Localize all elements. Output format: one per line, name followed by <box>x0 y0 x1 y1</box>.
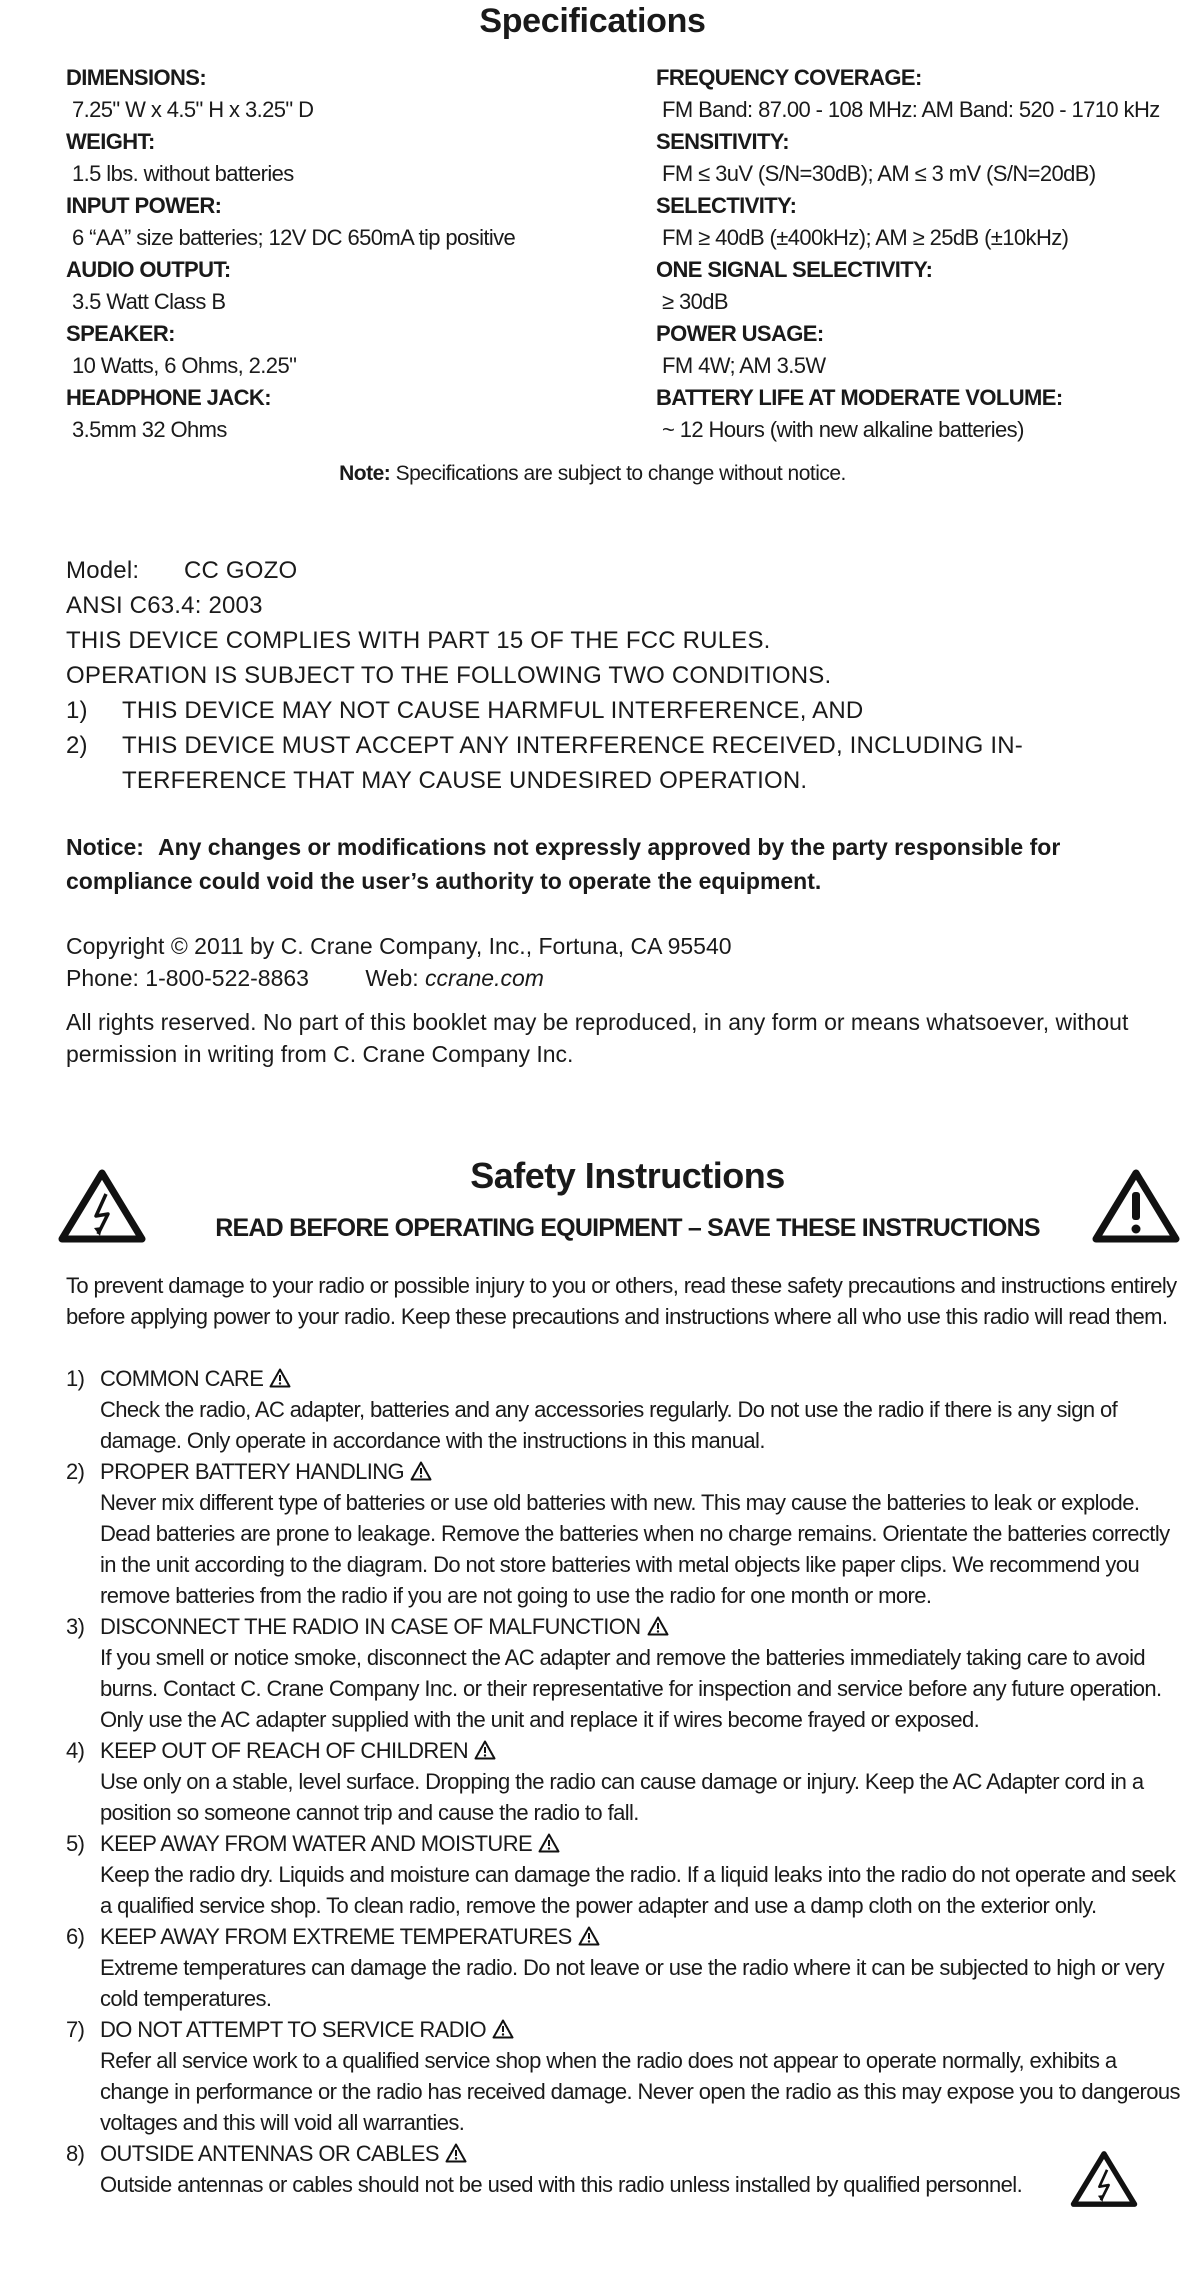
spec-value: 10 Watts, 6 Ohms, 2.25" <box>72 353 297 378</box>
instruction-item <box>66 1735 1182 1828</box>
spec-label: SELECTIVITY <box>656 193 790 218</box>
spec-value: ≥ 30dB <box>662 289 728 314</box>
web-label: Web: <box>365 965 419 991</box>
instruction-title: KEEP OUT OF REACH OF CHILDREN <box>100 1738 469 1763</box>
spec-item: AUDIO OUTPUT: 3.5 Watt Class B <box>66 254 626 318</box>
spec-item: WEIGHT: 1.5 lbs. without batteries <box>66 126 626 190</box>
instruction-number: 8) <box>66 2141 85 2166</box>
copyright-line: Copyright © 2011 by C. Crane Company, Inc., Fortuna, CA 95540 <box>66 933 732 959</box>
instruction-number: 7) <box>66 2017 85 2042</box>
instruction-title: OUTSIDE ANTENNAS OR CABLES <box>100 2141 439 2166</box>
notice-text: Any changes or modifications not expressly approved by the party responsible for compliance could void the user’s authority to operate the equipment. <box>66 834 1061 894</box>
spec-item: SPEAKER: 10 Watts, 6 Ohms, 2.25" <box>66 318 626 382</box>
notice-label: Notice: <box>66 834 144 860</box>
spec-item: SENSITIVITY: FM ≤ 3uV (S/N=30dB); AM ≤ 3 mV (S/N=20dB) <box>656 126 1181 190</box>
note-label: Note: <box>339 462 391 485</box>
instruction-body: Never mix different type of batteries or use old batteries with new. This may cause the batteries to leak or explode. Dead batteries are prone to leakage. Remove the batteries when no charge remains. Orientate the batteries correctly in the unit according to the diagram. Do not store batteries with metal objects like paper clips. We recommend you remove batteries from the radio if you are not going to use the radio for one month or more. <box>100 1490 1170 1608</box>
spec-label: DIMENSIONS <box>66 65 200 90</box>
instruction-body: If you smell or notice smoke, disconnect the AC adapter and remove the batteries immediately taking care to avoid burns. Contact C. Crane Company Inc. or their representative for inspection and service before any future operation. Only use the AC adapter supplied with the unit and replace it if wires become frayed or exposed. <box>100 1645 1162 1732</box>
warning-icon <box>474 1740 496 1760</box>
spec-value: FM 4W; AM 3.5W <box>662 353 826 378</box>
page-title: Specifications <box>479 2 706 40</box>
spec-value: FM ≤ 3uV (S/N=30dB); AM ≤ 3 mV (S/N=20dB) <box>662 161 1096 186</box>
safety-title: Safety Instructions <box>470 1155 785 1196</box>
safety-intro: To prevent damage to your radio or possible injury to you or others, read these safety precautions and instructions entirely before applying power to your radio. Keep these precautions and instructions where all who use this radio will read them. <box>66 1273 1177 1329</box>
instruction-title: PROPER BATTERY HANDLING <box>100 1459 405 1484</box>
instruction-item <box>66 1456 1182 1611</box>
warning-icon <box>538 1833 560 1853</box>
instruction-title: DISCONNECT THE RADIO IN CASE OF MALFUNCTION <box>100 1614 641 1639</box>
condition-number: 2) <box>66 732 88 759</box>
ansi-standard: ANSI C63.4: 2003 <box>66 592 263 619</box>
warning-icon <box>647 1616 669 1636</box>
spec-value: 1.5 lbs. without batteries <box>72 161 294 186</box>
spec-value: FM Band: 87.00 - 108 MHz: AM Band: 520 - 1710 kHz <box>662 97 1160 122</box>
instruction-title: KEEP AWAY FROM WATER AND MOISTURE <box>100 1831 533 1856</box>
fcc-line-1: THIS DEVICE COMPLIES WITH PART 15 OF THE FCC RULES. <box>66 627 771 654</box>
condition-text: THIS DEVICE MUST ACCEPT ANY INTERFERENCE RECEIVED, INCLUDING IN- <box>122 732 1023 759</box>
spec-item: FREQUENCY COVERAGE: FM Band: 87.00 - 108 MHz: AM Band: 520 - 1710 kHz <box>656 62 1181 126</box>
condition-text: THIS DEVICE MAY NOT CAUSE HARMFUL INTERFERENCE, AND <box>122 697 864 724</box>
instruction-number: 2) <box>66 1459 85 1484</box>
warning-icon <box>492 2019 514 2039</box>
model-label: Model: <box>66 557 140 584</box>
spec-label: FREQUENCY COVERAGE <box>656 65 915 90</box>
instruction-body: Extreme temperatures can damage the radio. Do not leave or use the radio where it can be subjected to high or very cold temperatures. <box>100 1955 1165 2011</box>
spec-label: SENSITIVITY <box>656 129 783 154</box>
instruction-number: 6) <box>66 1924 85 1949</box>
spec-label: INPUT POWER <box>66 193 215 218</box>
spec-label: POWER USAGE <box>656 321 817 346</box>
copyright-block <box>66 930 1176 994</box>
spec-item: ONE SIGNAL SELECTIVITY: ≥ 30dB <box>656 254 1181 318</box>
website-link[interactable]: ccrane.com <box>425 965 544 991</box>
spec-label: WEIGHT <box>66 129 148 154</box>
spec-label: SPEAKER <box>66 321 169 346</box>
spec-label: BATTERY LIFE AT MODERATE VOLUME <box>656 385 1056 410</box>
warning-icon <box>410 1461 432 1481</box>
model-value: CC GOZO <box>184 557 298 584</box>
instruction-item <box>66 1828 1182 1921</box>
spec-label: HEADPHONE JACK <box>66 385 265 410</box>
spec-label: AUDIO OUTPUT <box>66 257 224 282</box>
electric-hazard-icon <box>1070 2150 1138 2208</box>
spec-item: SELECTIVITY: FM ≥ 40dB (±400kHz); AM ≥ 25dB (±10kHz) <box>656 190 1181 254</box>
instruction-item <box>66 1363 1182 1456</box>
spec-item: POWER USAGE: FM 4W; AM 3.5W <box>656 318 1181 382</box>
instruction-body: Use only on a stable, level surface. Dropping the radio can cause damage or injury. Keep the AC Adapter cord in a position so someone cannot trip and cause the radio to fall. <box>100 1769 1144 1825</box>
condition-number: 1) <box>66 697 88 724</box>
condition-text-continued: TERFERENCE THAT MAY CAUSE UNDESIRED OPERATION. <box>122 767 808 794</box>
spec-value: 6 “AA” size batteries; 12V DC 650mA tip positive <box>72 225 516 250</box>
spec-value: 7.25" W x 4.5" H x 3.25" D <box>72 97 314 122</box>
rights-reserved: All rights reserved. No part of this booklet may be reproduced, in any form or means whatsoever, without permission in writing from C. Crane Company Inc. <box>66 1009 1129 1067</box>
fcc-statement <box>66 553 1176 798</box>
warning-icon <box>578 1926 600 1946</box>
fcc-line-2: OPERATION IS SUBJECT TO THE FOLLOWING TWO CONDITIONS. <box>66 662 832 689</box>
instruction-item <box>66 2138 1182 2200</box>
instruction-number: 5) <box>66 1831 85 1856</box>
spec-note <box>0 462 1185 486</box>
instruction-body: Refer all service work to a qualified service shop when the radio does not appear to operate normally, exhibits a change in performance or the radio has received damage. Never open the radio as this may expose you to dangerous voltages and this will void all warranties. <box>100 2048 1180 2135</box>
warning-icon <box>1092 1168 1180 1244</box>
instruction-item <box>66 2014 1182 2138</box>
instruction-title: KEEP AWAY FROM EXTREME TEMPERATURES <box>100 1924 572 1949</box>
instruction-title: DO NOT ATTEMPT TO SERVICE RADIO <box>100 2017 487 2042</box>
instruction-body: Outside antennas or cables should not be used with this radio unless installed by qualified personnel. <box>100 2172 1023 2197</box>
instruction-number: 3) <box>66 1614 85 1639</box>
instruction-item <box>66 1921 1182 2014</box>
spec-item: DIMENSIONS: 7.25" W x 4.5" H x 3.25" D <box>66 62 626 126</box>
instruction-item <box>66 1611 1182 1735</box>
note-text: Specifications are subject to change without notice. <box>395 462 846 485</box>
instruction-body: Keep the radio dry. Liquids and moisture can damage the radio. If a liquid leaks into the radio do not operate and seek a qualified service shop. To clean radio, remove the power adapter and use a damp cloth on the exterior only. <box>100 1862 1176 1918</box>
instruction-title: COMMON CARE <box>100 1366 264 1391</box>
warning-icon <box>269 1368 291 1388</box>
spec-item: BATTERY LIFE AT MODERATE VOLUME: ~ 12 Hours (with new alkaline batteries) <box>656 382 1181 446</box>
specs-left-column <box>66 62 626 446</box>
safety-instructions-list <box>66 1363 1182 2200</box>
spec-item: INPUT POWER: 6 “AA” size batteries; 12V DC 650mA tip positive <box>66 190 626 254</box>
safety-subtitle: READ BEFORE OPERATING EQUIPMENT – SAVE THESE INSTRUCTIONS <box>215 1214 1040 1242</box>
spec-value: FM ≥ 40dB (±400kHz); AM ≥ 25dB (±10kHz) <box>662 225 1069 250</box>
instruction-number: 1) <box>66 1366 85 1391</box>
instruction-body: Check the radio, AC adapter, batteries and any accessories regularly. Do not use the radio if there is any sign of damage. Only operate in accordance with the instructions in this manual. <box>100 1397 1118 1453</box>
phone-number: Phone: 1-800-522-8863 <box>66 965 309 991</box>
spec-item: HEADPHONE JACK: 3.5mm 32 Ohms <box>66 382 626 446</box>
fcc-notice <box>66 830 1176 898</box>
warning-icon <box>445 2143 467 2163</box>
instruction-number: 4) <box>66 1738 85 1763</box>
spec-value: 3.5 Watt Class B <box>72 289 226 314</box>
spec-label: ONE SIGNAL SELECTIVITY <box>656 257 926 282</box>
spec-value: 3.5mm 32 Ohms <box>72 417 227 442</box>
spec-value: ~ 12 Hours (with new alkaline batteries) <box>662 417 1024 442</box>
specs-right-column <box>656 62 1181 446</box>
